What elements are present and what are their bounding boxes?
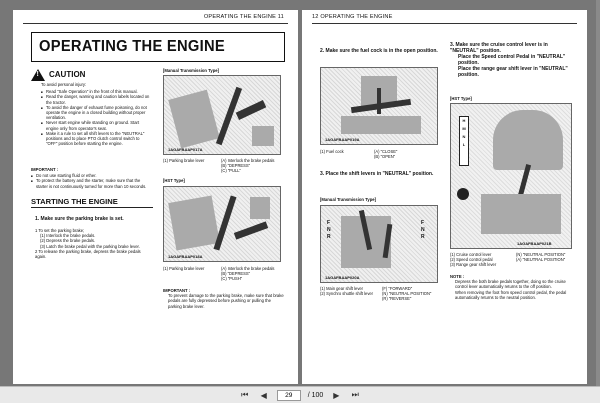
hst-gauge: H M N L bbox=[459, 116, 469, 166]
fig3-legend bbox=[320, 149, 344, 154]
fig5-code: 1AGAFBAAP021B bbox=[517, 241, 552, 246]
fig4-shift-letters bbox=[327, 220, 331, 241]
legend-item: (C) "PULL" bbox=[221, 168, 241, 173]
legend-item: (B) "DEPRESS" bbox=[221, 271, 251, 276]
fig2-code: 1AGAFBAAP018A bbox=[168, 254, 203, 259]
legend-item: (N) "NEUTRAL POSITION" bbox=[516, 252, 566, 257]
fig2-image bbox=[163, 186, 281, 262]
important-item: To prevent damage to the parking brake, make sure that brake pedals are fully depressed before pushing or pulling the parking brake lever. bbox=[168, 293, 284, 309]
legend-item: (B) "OPEN" bbox=[374, 154, 396, 159]
legend-item: (2) Synchro shuttle shift lever bbox=[320, 291, 374, 296]
caution-item: ■ Never start engine while standing on ground. Start engine only from operator's seat. bbox=[41, 120, 151, 130]
shift-letter: N bbox=[327, 227, 331, 233]
legend-item: (1) Cruise control lever bbox=[450, 252, 492, 257]
important-title: IMPORTANT : bbox=[163, 288, 191, 293]
next-page-button[interactable]: ▶ bbox=[333, 390, 340, 400]
fig1-label: [Manual Transmission Type] bbox=[163, 68, 219, 73]
important-title: IMPORTANT : bbox=[31, 167, 59, 172]
page-11 bbox=[13, 10, 298, 384]
fig5-label: [HST Type] bbox=[450, 96, 472, 101]
page-header: 12 OPERATING THE ENGINE bbox=[312, 14, 393, 20]
fig3-code: 1AGAFBAAP019A bbox=[325, 137, 360, 142]
important-block bbox=[31, 167, 153, 189]
note-block bbox=[450, 274, 576, 300]
shift-letter: F bbox=[327, 220, 331, 226]
important-item: ■ To protect the battery and the starter, make sure that the starter is not continuously turned for more than 10 seconds. bbox=[31, 178, 153, 188]
caution-item: ■ Read "Safe Operation" in the front of this manual. bbox=[41, 89, 151, 94]
prev-page-button[interactable]: ◀ bbox=[260, 390, 267, 400]
scrollbar[interactable] bbox=[596, 0, 600, 386]
legend-item: (A) "CLOSE" bbox=[374, 149, 398, 154]
page-total: / 100 bbox=[307, 391, 324, 399]
note-item: When removing the foot from speed control pedal, the pedal automatically returns to the neutral position. bbox=[455, 289, 567, 300]
fig1-code: 1AGAFBAAP017A bbox=[168, 147, 203, 152]
legend-item: (A) Interlock the brake pedals bbox=[221, 266, 275, 271]
page-number-input[interactable] bbox=[277, 390, 301, 401]
step-line: (1) Interlock the brake pedals. bbox=[40, 233, 96, 239]
legend-item: (F) "FORWARD" bbox=[382, 286, 413, 291]
header-rule bbox=[23, 23, 288, 24]
page-12 bbox=[302, 10, 587, 384]
page-title-box bbox=[31, 32, 285, 62]
shift-letter: F bbox=[421, 220, 425, 226]
step-line: (3) Latch the brake pedal with the parking brake lever. bbox=[40, 243, 140, 249]
step-line: 1 To set the parking brake; bbox=[35, 228, 85, 233]
step-1: 1. Make sure the parking brake is set. bbox=[35, 216, 124, 222]
legend-item: (3) Range gear shift lever bbox=[450, 262, 497, 267]
page-toolbar bbox=[0, 386, 600, 403]
fig3-legend-right bbox=[374, 149, 397, 159]
caution-item: ■ Read the danger, warning and caution labels located on the tractor. bbox=[41, 94, 151, 104]
step-cruise-line: 3. Make sure the cruise control lever is in "NEUTRAL" position. bbox=[450, 42, 548, 54]
fig1-image bbox=[163, 75, 281, 155]
caution-title: CAUTION bbox=[49, 70, 86, 80]
section-title: STARTING THE ENGINE bbox=[31, 197, 153, 208]
shift-letter: R bbox=[327, 234, 331, 240]
fig1-legend bbox=[163, 158, 204, 163]
important-item: ■ Do not use starting fluid or ether. bbox=[31, 173, 153, 178]
fig4-image bbox=[320, 205, 438, 283]
warning-icon bbox=[31, 69, 45, 81]
page-title: OPERATING THE ENGINE bbox=[39, 38, 225, 55]
first-page-button[interactable]: ⏮ bbox=[241, 390, 249, 399]
caution-intro: To avoid personal injury: bbox=[41, 82, 87, 87]
step-line: (2) Depress the brake pedals. bbox=[40, 238, 96, 244]
last-page-button[interactable]: ⏭ bbox=[351, 390, 359, 399]
fig4-label: [Manual Transmission Type] bbox=[320, 197, 376, 202]
fig4-code: 1AGAFBAAP020A bbox=[325, 275, 360, 280]
step-cruise bbox=[450, 42, 576, 78]
legend-item: (A) "NEUTRAL POSITION" bbox=[516, 257, 566, 262]
legend-item: (2) Speed control pedal bbox=[450, 257, 493, 262]
fig2-label: [HST Type] bbox=[163, 178, 185, 183]
legend-item: (A) Interlock the brake pedals bbox=[221, 158, 275, 163]
note-title: NOTE : bbox=[450, 274, 465, 279]
speed-icon bbox=[457, 188, 469, 200]
legend-item: (R) "REVERSE" bbox=[382, 296, 412, 301]
fig3-image bbox=[320, 67, 438, 145]
fig5-image bbox=[450, 103, 572, 249]
fig2-legend bbox=[163, 266, 204, 271]
fig5-legend-right bbox=[516, 252, 574, 262]
fig1-legend-right bbox=[221, 158, 274, 173]
important-block-2 bbox=[163, 288, 285, 309]
step-cruise-line: Place the range gear shift lever in "NEUTRAL" position. bbox=[458, 66, 568, 78]
shift-letter: R bbox=[421, 234, 425, 240]
caution-block bbox=[31, 68, 151, 146]
fig4-shift-letters-right bbox=[421, 220, 425, 241]
header-rule bbox=[312, 23, 577, 24]
fig4-legend bbox=[320, 286, 373, 296]
shift-letter: N bbox=[421, 227, 425, 233]
fig2-legend-right bbox=[221, 266, 274, 281]
note-item: Depress the both brake pedals together, doing so the cruise control lever automatically returns to the off position. bbox=[455, 279, 566, 290]
fig4-legend-right bbox=[382, 286, 431, 301]
fig5-legend bbox=[450, 252, 496, 267]
legend-item: (C) "PUSH" bbox=[221, 276, 243, 281]
legend-item: (1) Fuel cock bbox=[320, 149, 344, 154]
caution-item: ■ Make it a rule to set all shift levers to the "NEUTRAL" positions and to place PTO clutch control switch to "OFF" position before starting the engine. bbox=[41, 131, 151, 147]
step-1-text bbox=[35, 228, 153, 259]
step-line: 2 To release the parking brake, depress the brake pedals again. bbox=[35, 248, 141, 260]
legend-item: (B) "DEPRESS" bbox=[221, 163, 251, 168]
step-cruise-line: Place the Speed control Pedal in "NEUTRAL" position. bbox=[458, 54, 566, 66]
step-2: 2. Make sure the fuel cock is in the open position. bbox=[320, 48, 438, 54]
legend-item: (1) Parking brake lever bbox=[163, 266, 205, 271]
step-3: 3. Place the shift levers in "NEUTRAL" position. bbox=[320, 171, 434, 177]
legend-item: (N) "NEUTRAL POSITION" bbox=[382, 291, 432, 296]
caution-item: ■ To avoid the danger of exhaust fume poisoning, do not operate the engine in a closed building without proper ventilation. bbox=[41, 105, 151, 121]
legend-item: (1) Main gear shift lever bbox=[320, 286, 364, 291]
page-header: OPERATING THE ENGINE 11 bbox=[203, 14, 284, 20]
legend-item: (1) Parking brake lever bbox=[163, 158, 205, 163]
